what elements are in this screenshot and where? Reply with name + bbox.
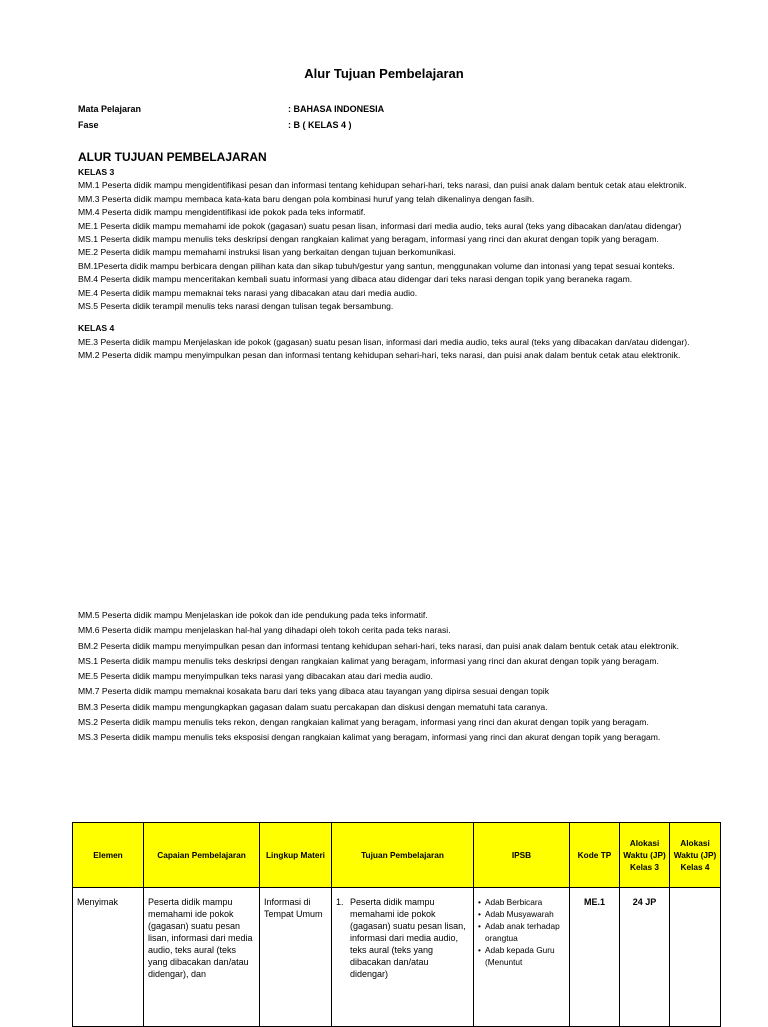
cell-capaian: Peserta didik mampu memahami ide pokok (gagasan) suatu pesan lisan, informasi dari media audio, teks aural (teks yang dibacakan dan/atau didengar), dan — [144, 888, 260, 1027]
objective-item: ME.4 Peserta didik mampu memaknai teks narasi yang dibacakan atau dari media audio. — [78, 287, 418, 298]
meta-label: Fase — [78, 120, 99, 130]
ipsb-text: Adab anak terhadap orangtua — [485, 921, 560, 943]
meta-value: : B ( KELAS 4 ) — [288, 120, 352, 130]
objective-item: MM.5 Peserta didik mampu Menjelaskan ide pokok dan ide pendukung pada teks informatif. — [78, 610, 428, 620]
column-header: Tujuan Pembelajaran — [332, 823, 474, 888]
column-header: Lingkup Materi — [260, 823, 332, 888]
objective-item: BM.1Peserta didik mampu berbicara dengan pilihan kata dan sikap tubuh/gestur yang santun, menggunakan volume dan intonasi yang tepat sesuai konteks. — [78, 260, 675, 271]
column-header: IPSB — [474, 823, 570, 888]
column-header: Alokasi Waktu (JP) Kelas 3 — [620, 823, 670, 888]
list-item — [478, 896, 565, 908]
objective-item: ME.3 Peserta didik mampu Menjelaskan ide pokok (gagasan) suatu pesan lisan, informasi dari media audio, teks aural (teks yang dibacakan dan/atau didengar). — [78, 336, 690, 347]
objective-item: MM.1 Peserta didik mampu mengidentifikasi pesan dan informasi tentang kehidupan sehari-hari, teks narasi, dan puisi anak dalam bentuk cetak atau elektronik. — [78, 180, 687, 191]
objective-item: MS.5 Peserta didik terampil menulis teks narasi dengan tulisan tegak bersambung. — [78, 301, 394, 312]
objective-item: MM.7 Peserta didik mampu memaknai kosakata baru dari teks yang dibaca atau tayangan yang dipirsa sesuai dengan topik — [78, 686, 550, 697]
ipsb-text: Adab Berbicara — [485, 897, 543, 907]
objective-item: MM.2 Peserta didik mampu menyimpulkan pesan dan informasi tentang kehidupan sehari-hari, teks narasi, dan puisi anak dalam bentuk cetak atau elektronik. — [78, 350, 681, 361]
cell-jp-kelas3: 24 JP — [620, 888, 670, 1027]
ipsb-text: Adab kepada Guru (Menuntut — [485, 945, 555, 967]
ipsb-text: Adab Musyawarah — [485, 909, 554, 919]
item-text: Peserta didik mampu memahami ide pokok (gagasan) suatu pesan lisan, informasi dari media audio, teks aural (teks yang dibacakan dan/atau didengar) — [350, 897, 466, 979]
meta-label: Mata Pelajaran — [78, 104, 142, 114]
objective-item: MS.1 Peserta didik mampu menulis teks deskripsi dengan rangkaian kalimat yang beragam, informasi yang rinci dan akurat dengan topik yang beragam. — [78, 234, 659, 245]
cell-elemen: Menyimak — [73, 888, 144, 1027]
objective-item: ME.2 Peserta didik mampu memahami instruksi lisan yang berkaitan dengan tujuan berkomunikasi. — [78, 247, 456, 258]
objective-item: MS.3 Peserta didik mampu menulis teks eksposisi dengan rangkaian kalimat yang beragam, informasi yang rinci dan akurat dengan topik yang beragam. — [78, 732, 661, 743]
objectives-block-lower — [78, 608, 718, 746]
objective-item: ME.1 Peserta didik mampu memahami ide pokok (gagasan) suatu pesan lisan, informasi dari media audio, teks aural (teks yang dibacakan dan/atau didengar) — [78, 220, 682, 231]
cell-ipsb — [474, 888, 570, 1027]
objective-item: MS.2 Peserta didik mampu menulis teks rekon, dengan rangkaian kalimat yang beragam, informasi yang rinci dan akurat dengan topik yang beragam. — [78, 717, 649, 728]
list-item — [478, 908, 565, 920]
objective-item: MM.3 Peserta didik mampu membaca kata-kata baru dengan pola kombinasi huruf yang telah dikenalinya dengan fasih. — [78, 193, 535, 204]
objective-item: MM.4 Peserta didik mampu mengidentifikasi ide pokok pada teks informatif. — [78, 207, 366, 218]
bullet-icon: • — [478, 945, 481, 955]
meta-value: : BAHASA INDONESIA — [288, 104, 385, 114]
objective-item: MM.6 Peserta didik mampu menjelaskan hal-hal yang dihadapi oleh tokoh cerita pada teks narasi. — [78, 625, 451, 636]
document-title: Alur Tujuan Pembelajaran — [304, 66, 464, 81]
objective-item: ME.5 Peserta didik mampu menyimpulkan teks narasi yang dibacakan atau dari media audio. — [78, 671, 433, 682]
column-header: Kode TP — [570, 823, 620, 888]
bullet-icon: • — [478, 897, 481, 907]
cell-kode-tp: ME.1 — [570, 888, 620, 1027]
kelas-3-label: KELAS 3 — [78, 167, 115, 177]
cell-jp-kelas4 — [670, 888, 721, 1027]
cell-lingkup: Informasi di Tempat Umum — [260, 888, 332, 1027]
column-header: Capaian Pembelajaran — [144, 823, 260, 888]
item-number: 1. — [336, 897, 344, 907]
section-heading: ALUR TUJUAN PEMBELAJARAN — [78, 150, 267, 164]
objective-item: MS.1 Peserta didik mampu menulis teks deskripsi dengan rangkaian kalimat yang beragam, informasi yang rinci dan akurat dengan topik yang beragam. — [78, 655, 659, 666]
objective-item: BM.4 Peserta didik mampu menceritakan kembali suatu informasi yang dibaca atau didengar dari teks narasi dengan topik yang beraneka ragam. — [78, 274, 633, 285]
bullet-icon: • — [478, 921, 481, 931]
objective-item: BM.3 Peserta didik mampu mengungkapkan gagasan dalam suatu percakapan dan diskusi dengan mematuhi tata caranya. — [78, 701, 548, 712]
objectives-block — [78, 166, 718, 363]
table-header-row — [73, 823, 721, 888]
column-header: Elemen — [73, 823, 144, 888]
bullet-icon: • — [478, 909, 481, 919]
cell-tujuan — [332, 888, 474, 1027]
kelas-4-label: KELAS 4 — [78, 323, 115, 334]
ipsb-list — [478, 896, 565, 968]
list-item — [478, 944, 565, 968]
table-row — [73, 888, 721, 1027]
learning-objectives-table — [72, 822, 721, 1027]
numbered-item — [336, 896, 469, 980]
list-item — [478, 920, 565, 944]
objective-item: BM.2 Peserta didik mampu menyimpulkan pesan dan informasi tentang kehidupan sehari-hari, teks narasi, dan puisi anak dalam bentuk cetak atau elektronik. — [78, 640, 679, 651]
column-header: Alokasi Waktu (JP) Kelas 4 — [670, 823, 721, 888]
